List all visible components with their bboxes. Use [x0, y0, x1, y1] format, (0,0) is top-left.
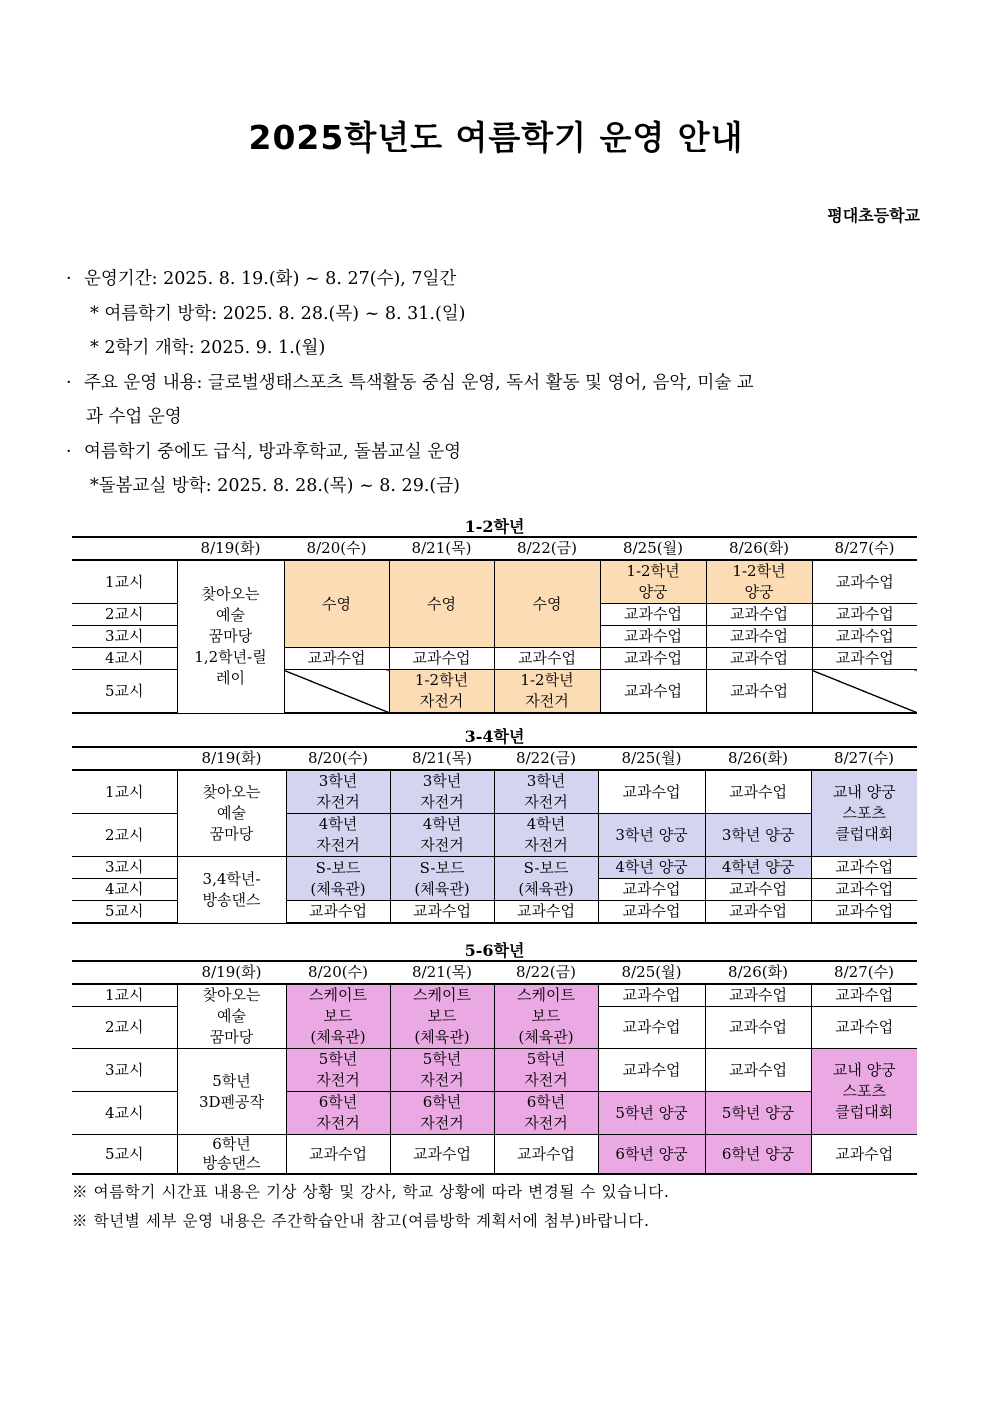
timetable-grade-3-4	[72, 746, 917, 924]
table-row	[72, 560, 917, 604]
schedule-cell: 교과수업	[706, 626, 812, 648]
schedule-cell: 4학년 자전거	[494, 814, 598, 857]
schedule-cell: 스케이트 보드 (체육관)	[390, 984, 494, 1049]
schedule-cell: 6학년 자전거	[494, 1092, 598, 1135]
schedule-cell: 교과수업	[598, 984, 705, 1007]
schedule-cell: 3학년 자전거	[390, 770, 494, 814]
schedule-cell: 4학년 양궁	[598, 857, 705, 879]
schedule-cell: 교과수업	[705, 901, 811, 924]
date-header: 8/20(수)	[286, 961, 390, 984]
empty-slash-cell	[812, 670, 917, 714]
date-header: 8/20(수)	[286, 747, 390, 770]
period-label: 1교시	[72, 984, 177, 1007]
schedule-cell: 3학년 자전거	[286, 770, 390, 814]
table-row	[72, 857, 917, 879]
date-header: 8/22(금)	[494, 537, 600, 560]
schedule-cell: 5학년 양궁	[598, 1092, 705, 1135]
period-label: 4교시	[72, 648, 177, 670]
table-caption-12: 1-2학년	[464, 517, 525, 536]
schedule-cell: 5학년 자전거	[286, 1049, 390, 1092]
timetable-grade-1-2	[72, 536, 917, 714]
date-header: 8/27(수)	[812, 537, 917, 560]
schedule-cell: 교과수업	[705, 984, 811, 1007]
schedule-cell: 찾아오는 예술 꿈마당	[177, 984, 286, 1049]
footnote: ※ 여름학기 시간표 내용은 기상 상황 및 강사, 학교 상황에 따라 변경될 수 있습니다.	[72, 1183, 670, 1201]
schedule-cell: 4학년 자전거	[390, 814, 494, 857]
schedule-cell: 3학년 양궁	[598, 814, 705, 857]
info-content-cont: 과 수업 운영	[86, 407, 182, 427]
schedule-cell: 교과수업	[811, 1135, 917, 1175]
info-period: · 운영기간: 2025. 8. 19.(화) ~ 8. 27(수), 7일간	[66, 269, 457, 289]
schedule-cell: 6학년 자전거	[286, 1092, 390, 1135]
schedule-cell: 5학년 3D펜공작	[177, 1049, 286, 1135]
schedule-cell: 교과수업	[811, 879, 917, 901]
table-row	[72, 770, 917, 814]
schedule-cell: 스케이트 보드 (체육관)	[494, 984, 598, 1049]
schedule-cell: S-보드 (체육관)	[494, 857, 598, 901]
schedule-cell: 찾아오는 예술 꿈마당	[177, 770, 286, 857]
date-header: 8/27(수)	[811, 747, 917, 770]
schedule-cell: 교과수업	[706, 648, 812, 670]
header-row	[72, 537, 917, 560]
info-services: · 여름학기 중에도 급식, 방과후학교, 돌봄교실 운영	[66, 441, 462, 462]
schedule-cell: 교과수업	[812, 604, 917, 626]
schedule-cell: 교과수업	[600, 604, 706, 626]
schedule-cell: 교과수업	[600, 626, 706, 648]
schedule-cell: 6학년 양궁	[598, 1135, 705, 1175]
schedule-cell: 스케이트 보드 (체육관)	[286, 984, 390, 1049]
period-label: 2교시	[72, 1007, 177, 1049]
date-header: 8/27(수)	[811, 961, 917, 984]
schedule-cell: 교과수업	[705, 770, 811, 814]
table-row	[72, 1049, 917, 1092]
schedule-cell: 6학년 양궁	[705, 1135, 811, 1175]
schedule-cell: 교과수업	[389, 648, 494, 670]
date-header: 8/21(목)	[390, 961, 494, 984]
school-name: 평대초등학교	[827, 206, 920, 225]
date-header: 8/22(금)	[494, 747, 598, 770]
info-care: *돌봄교실 방학: 2025. 8. 28.(목) ~ 8. 29.(금)	[90, 476, 460, 496]
period-label: 3교시	[72, 626, 177, 648]
schedule-cell: 교과수업	[600, 670, 706, 714]
schedule-cell: 교과수업	[598, 770, 705, 814]
schedule-cell: 교내 양궁 스포츠 클럽대회	[811, 1049, 917, 1135]
period-label: 4교시	[72, 879, 177, 901]
period-label: 2교시	[72, 814, 177, 857]
date-header: 8/26(화)	[705, 747, 811, 770]
schedule-cell: 교과수업	[284, 648, 389, 670]
schedule-cell: 교과수업	[705, 879, 811, 901]
schedule-cell: 1-2학년 자전거	[494, 670, 600, 714]
schedule-cell: 찾아오는 예술 꿈마당 1,2학년-릴 레이	[177, 560, 284, 713]
schedule-cell: 교과수업	[494, 901, 598, 924]
schedule-cell: 교과수업	[705, 1007, 811, 1049]
date-header: 8/19(화)	[177, 537, 284, 560]
schedule-cell: 3학년 양궁	[705, 814, 811, 857]
empty-slash-cell	[284, 670, 389, 714]
header-row	[72, 961, 917, 984]
period-label: 5교시	[72, 1135, 177, 1175]
schedule-cell: 교과수업	[812, 560, 917, 604]
footnote: ※ 학년별 세부 운영 내용은 주간학습안내 참고(여름방학 계획서에 첨부)바랍니다.	[72, 1212, 650, 1230]
schedule-cell: 6학년 방송댄스	[177, 1135, 286, 1175]
schedule-cell: 교과수업	[811, 901, 917, 924]
schedule-cell: 교과수업	[811, 984, 917, 1007]
schedule-cell: 6학년 자전거	[390, 1092, 494, 1135]
schedule-cell: S-보드 (체육관)	[286, 857, 390, 901]
date-header: 8/22(금)	[494, 961, 598, 984]
schedule-cell: 교과수업	[598, 1049, 705, 1092]
footnotes	[72, 1178, 669, 1236]
period-label: 4교시	[72, 1092, 177, 1135]
schedule-cell: 교과수업	[811, 1007, 917, 1049]
schedule-cell: 교과수업	[598, 901, 705, 924]
period-label: 1교시	[72, 770, 177, 814]
period-label: 3교시	[72, 857, 177, 879]
schedule-cell: 교과수업	[494, 1135, 598, 1175]
date-header: 8/26(화)	[706, 537, 812, 560]
schedule-cell: 5학년 양궁	[705, 1092, 811, 1135]
header-row	[72, 747, 917, 770]
schedule-cell: 1-2학년 양궁	[600, 560, 706, 604]
schedule-cell: 3학년 자전거	[494, 770, 598, 814]
schedule-cell: 교과수업	[286, 1135, 390, 1175]
table-row	[72, 1135, 917, 1175]
timetable-grade-5-6	[72, 960, 917, 1175]
schedule-cell: 교과수업	[811, 857, 917, 879]
schedule-cell: 5학년 자전거	[390, 1049, 494, 1092]
corner-cell	[72, 537, 177, 560]
period-label: 3교시	[72, 1049, 177, 1092]
schedule-cell: 교과수업	[812, 648, 917, 670]
info-semester2: * 2학기 개학: 2025. 9. 1.(월)	[90, 338, 326, 358]
period-label: 5교시	[72, 670, 177, 714]
date-header: 8/25(월)	[598, 747, 705, 770]
schedule-cell: 5학년 자전거	[494, 1049, 598, 1092]
corner-cell	[72, 961, 177, 984]
schedule-cell: 교과수업	[598, 879, 705, 901]
schedule-cell: 교과수업	[390, 1135, 494, 1175]
period-label: 1교시	[72, 560, 177, 604]
table-caption-56: 5-6학년	[464, 941, 525, 960]
schedule-cell: 교과수업	[494, 648, 600, 670]
period-label: 2교시	[72, 604, 177, 626]
schedule-cell: 교과수업	[706, 604, 812, 626]
info-content: · 주요 운영 내용: 글로벌생태스포츠 특색활동 중심 운영, 독서 활동 및 영어, 음악, 미술 교	[66, 372, 754, 393]
schedule-cell: 수영	[389, 560, 494, 648]
date-header: 8/26(화)	[705, 961, 811, 984]
date-header: 8/21(목)	[389, 537, 494, 560]
schedule-cell: 교과수업	[600, 648, 706, 670]
schedule-cell: 3,4학년- 방송댄스	[177, 857, 286, 924]
schedule-cell: 교과수업	[598, 1007, 705, 1049]
page-title: 2025학년도 여름학기 운영 안내	[248, 118, 744, 157]
schedule-cell: 교과수업	[706, 670, 812, 714]
schedule-cell: 교과수업	[390, 901, 494, 924]
corner-cell	[72, 747, 177, 770]
schedule-cell: 수영	[494, 560, 600, 648]
table-row	[72, 984, 917, 1007]
period-label: 5교시	[72, 901, 177, 924]
date-header: 8/19(화)	[177, 747, 286, 770]
schedule-cell: 수영	[284, 560, 389, 648]
schedule-cell: 교과수업	[286, 901, 390, 924]
schedule-cell: 교내 양궁 스포츠 클럽대회	[811, 770, 917, 857]
schedule-cell: 4학년 자전거	[286, 814, 390, 857]
schedule-cell: 4학년 양궁	[705, 857, 811, 879]
info-vacation: * 여름학기 방학: 2025. 8. 28.(목) ~ 8. 31.(일)	[90, 303, 466, 324]
schedule-cell: 1-2학년 자전거	[389, 670, 494, 714]
date-header: 8/20(수)	[284, 537, 389, 560]
info-section	[66, 262, 926, 504]
schedule-cell: S-보드 (체육관)	[390, 857, 494, 901]
date-header: 8/25(월)	[598, 961, 705, 984]
table-caption-34: 3-4학년	[464, 727, 525, 746]
date-header: 8/21(목)	[390, 747, 494, 770]
date-header: 8/19(화)	[177, 961, 286, 984]
date-header: 8/25(월)	[600, 537, 706, 560]
schedule-cell: 1-2학년 양궁	[706, 560, 812, 604]
schedule-cell: 교과수업	[705, 1049, 811, 1092]
schedule-cell: 교과수업	[812, 626, 917, 648]
